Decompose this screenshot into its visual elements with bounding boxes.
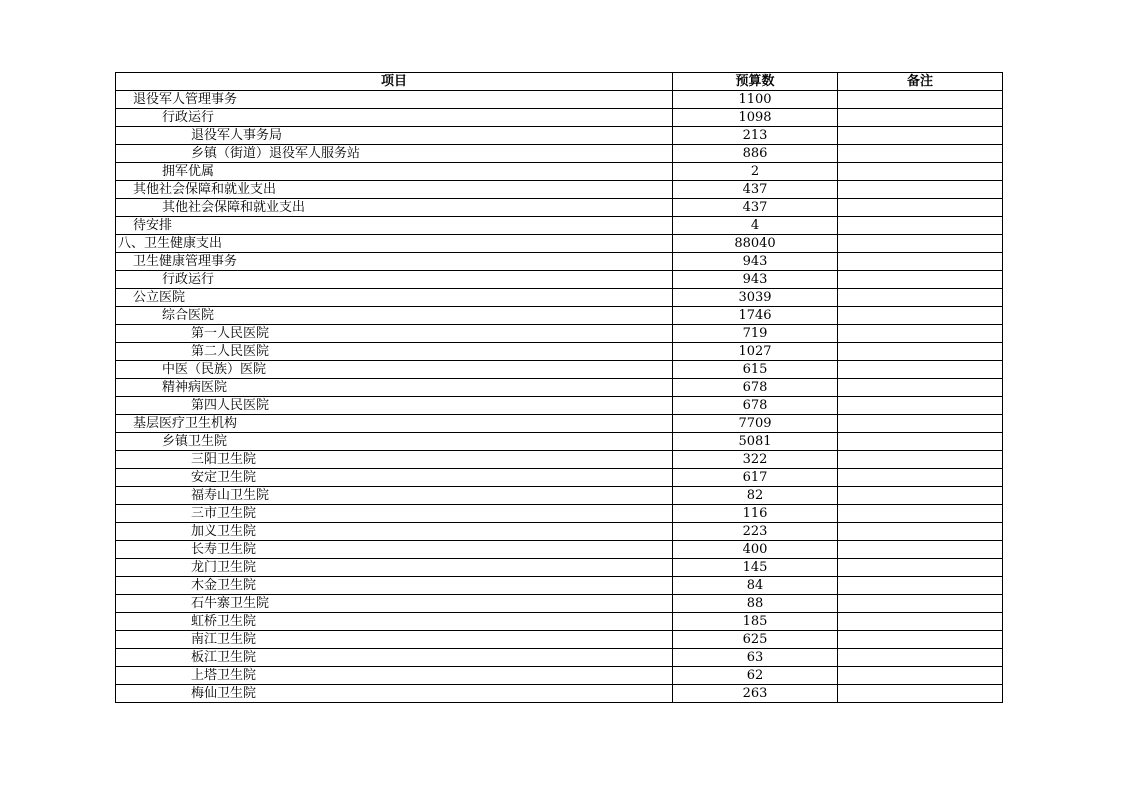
amount-cell: 615 (673, 361, 838, 379)
header-item: 项目 (116, 73, 673, 91)
table-row (116, 451, 1003, 469)
note-cell (838, 451, 1003, 469)
table-header-row (116, 73, 1003, 91)
note-cell (838, 253, 1003, 271)
item-cell: 第二人民医院 (116, 343, 673, 361)
item-cell: 三市卫生院 (116, 505, 673, 523)
item-cell: 综合医院 (116, 307, 673, 325)
note-cell (838, 649, 1003, 667)
table-row (116, 217, 1003, 235)
note-cell (838, 559, 1003, 577)
amount-cell: 1746 (673, 307, 838, 325)
item-cell: 拥军优属 (116, 163, 673, 181)
table-row (116, 271, 1003, 289)
table-row (116, 469, 1003, 487)
note-cell (838, 181, 1003, 199)
table-row (116, 235, 1003, 253)
item-cell: 第四人民医院 (116, 397, 673, 415)
item-cell: 加义卫生院 (116, 523, 673, 541)
amount-cell: 400 (673, 541, 838, 559)
item-cell: 其他社会保障和就业支出 (116, 181, 673, 199)
note-cell (838, 145, 1003, 163)
item-cell: 基层医疗卫生机构 (116, 415, 673, 433)
item-cell: 中医（民族）医院 (116, 361, 673, 379)
item-cell: 退役军人管理事务 (116, 91, 673, 109)
amount-cell: 88040 (673, 235, 838, 253)
note-cell (838, 109, 1003, 127)
table-row (116, 631, 1003, 649)
note-cell (838, 505, 1003, 523)
budget-table (115, 72, 1003, 703)
note-cell (838, 289, 1003, 307)
amount-cell: 322 (673, 451, 838, 469)
note-cell (838, 469, 1003, 487)
table-row (116, 91, 1003, 109)
amount-cell: 719 (673, 325, 838, 343)
note-cell (838, 361, 1003, 379)
amount-cell: 943 (673, 271, 838, 289)
item-cell: 虹桥卫生院 (116, 613, 673, 631)
item-cell: 公立医院 (116, 289, 673, 307)
item-cell: 乡镇（街道）退役军人服务站 (116, 145, 673, 163)
note-cell (838, 541, 1003, 559)
item-cell: 长寿卫生院 (116, 541, 673, 559)
item-cell: 龙门卫生院 (116, 559, 673, 577)
item-cell: 退役军人事务局 (116, 127, 673, 145)
amount-cell: 213 (673, 127, 838, 145)
table-row (116, 649, 1003, 667)
table-row (116, 181, 1003, 199)
note-cell (838, 685, 1003, 703)
item-cell: 南江卫生院 (116, 631, 673, 649)
item-cell: 八、卫生健康支出 (116, 235, 673, 253)
table-row (116, 109, 1003, 127)
table-row (116, 523, 1003, 541)
table-body (116, 91, 1003, 703)
amount-cell: 1027 (673, 343, 838, 361)
amount-cell: 116 (673, 505, 838, 523)
table-row (116, 325, 1003, 343)
note-cell (838, 217, 1003, 235)
table-row (116, 487, 1003, 505)
table-row (116, 613, 1003, 631)
amount-cell: 185 (673, 613, 838, 631)
table-row (116, 541, 1003, 559)
amount-cell: 223 (673, 523, 838, 541)
amount-cell: 943 (673, 253, 838, 271)
table-row (116, 289, 1003, 307)
table-row (116, 163, 1003, 181)
amount-cell: 678 (673, 397, 838, 415)
table-row (116, 127, 1003, 145)
table-row (116, 145, 1003, 163)
note-cell (838, 667, 1003, 685)
amount-cell: 84 (673, 577, 838, 595)
item-cell: 石牛寨卫生院 (116, 595, 673, 613)
item-cell: 板江卫生院 (116, 649, 673, 667)
table-row (116, 559, 1003, 577)
table-row (116, 685, 1003, 703)
amount-cell: 2 (673, 163, 838, 181)
header-amount: 预算数 (673, 73, 838, 91)
note-cell (838, 325, 1003, 343)
item-cell: 木金卫生院 (116, 577, 673, 595)
note-cell (838, 433, 1003, 451)
table-row (116, 667, 1003, 685)
table-row (116, 577, 1003, 595)
note-cell (838, 199, 1003, 217)
item-cell: 安定卫生院 (116, 469, 673, 487)
table-row (116, 397, 1003, 415)
amount-cell: 625 (673, 631, 838, 649)
table-row (116, 199, 1003, 217)
table-row (116, 433, 1003, 451)
item-cell: 行政运行 (116, 109, 673, 127)
item-cell: 福寿山卫生院 (116, 487, 673, 505)
amount-cell: 263 (673, 685, 838, 703)
header-note: 备注 (838, 73, 1003, 91)
amount-cell: 437 (673, 181, 838, 199)
table-row (116, 361, 1003, 379)
amount-cell: 63 (673, 649, 838, 667)
note-cell (838, 523, 1003, 541)
note-cell (838, 595, 1003, 613)
amount-cell: 145 (673, 559, 838, 577)
amount-cell: 437 (673, 199, 838, 217)
table-row (116, 253, 1003, 271)
amount-cell: 1098 (673, 109, 838, 127)
table-row (116, 595, 1003, 613)
note-cell (838, 631, 1003, 649)
note-cell (838, 577, 1003, 595)
item-cell: 行政运行 (116, 271, 673, 289)
table-row (116, 343, 1003, 361)
amount-cell: 617 (673, 469, 838, 487)
table-row (116, 505, 1003, 523)
note-cell (838, 379, 1003, 397)
amount-cell: 678 (673, 379, 838, 397)
note-cell (838, 415, 1003, 433)
note-cell (838, 127, 1003, 145)
item-cell: 梅仙卫生院 (116, 685, 673, 703)
item-cell: 乡镇卫生院 (116, 433, 673, 451)
note-cell (838, 343, 1003, 361)
item-cell: 三阳卫生院 (116, 451, 673, 469)
amount-cell: 88 (673, 595, 838, 613)
item-cell: 其他社会保障和就业支出 (116, 199, 673, 217)
amount-cell: 7709 (673, 415, 838, 433)
table-row (116, 307, 1003, 325)
note-cell (838, 271, 1003, 289)
note-cell (838, 235, 1003, 253)
table-row (116, 379, 1003, 397)
note-cell (838, 613, 1003, 631)
item-cell: 精神病医院 (116, 379, 673, 397)
item-cell: 上塔卫生院 (116, 667, 673, 685)
note-cell (838, 91, 1003, 109)
amount-cell: 1100 (673, 91, 838, 109)
note-cell (838, 487, 1003, 505)
item-cell: 卫生健康管理事务 (116, 253, 673, 271)
amount-cell: 5081 (673, 433, 838, 451)
amount-cell: 82 (673, 487, 838, 505)
amount-cell: 4 (673, 217, 838, 235)
note-cell (838, 397, 1003, 415)
item-cell: 第一人民医院 (116, 325, 673, 343)
amount-cell: 62 (673, 667, 838, 685)
note-cell (838, 163, 1003, 181)
amount-cell: 3039 (673, 289, 838, 307)
item-cell: 待安排 (116, 217, 673, 235)
note-cell (838, 307, 1003, 325)
table-row (116, 415, 1003, 433)
amount-cell: 886 (673, 145, 838, 163)
